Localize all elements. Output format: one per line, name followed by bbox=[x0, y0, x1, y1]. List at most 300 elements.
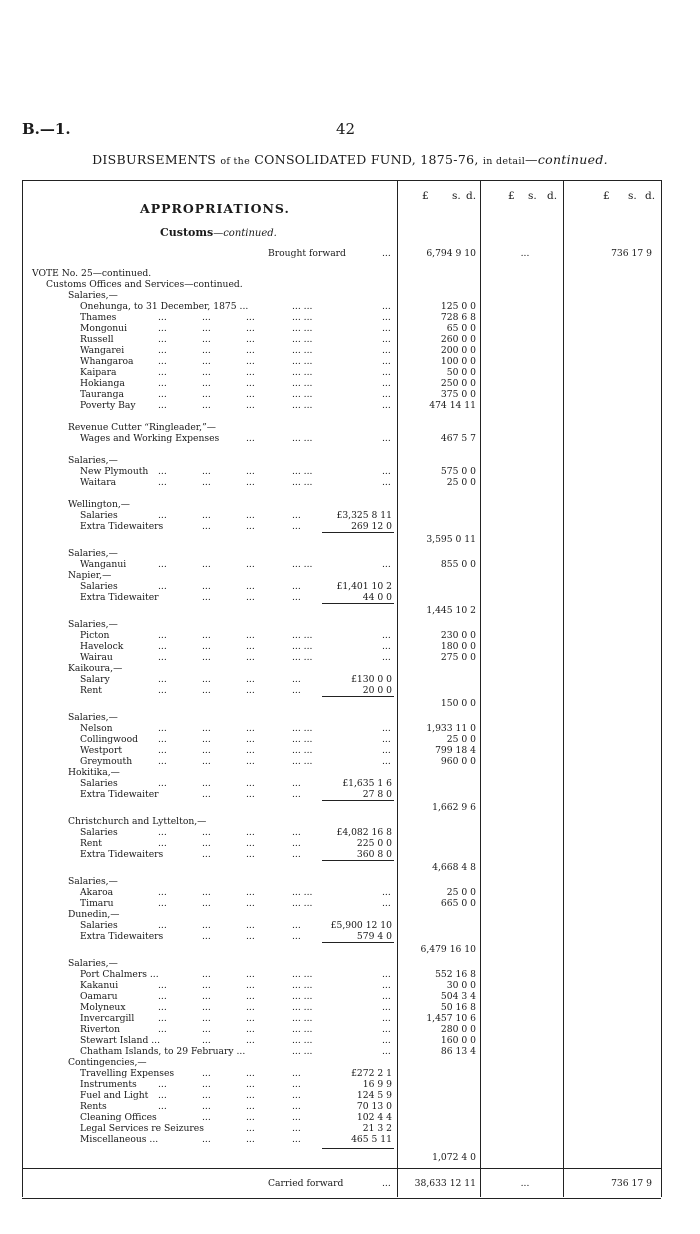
leader-dots: ... bbox=[158, 477, 167, 488]
table-row bbox=[0, 323, 700, 334]
leader-dots: ... bbox=[246, 581, 255, 592]
leader-dots: ... bbox=[292, 1101, 301, 1112]
amount: 25 0 0 bbox=[446, 477, 476, 488]
row-label: Havelock bbox=[80, 641, 124, 652]
leader-dots: ... bbox=[202, 898, 211, 909]
row-label: Rent bbox=[80, 838, 102, 849]
row-label: Salaries bbox=[80, 827, 118, 838]
table-row bbox=[0, 816, 700, 827]
title-in-detail: in detail bbox=[482, 156, 526, 167]
row-label: Extra Tidewaiter bbox=[80, 789, 159, 800]
leader-dots: ... bbox=[158, 734, 167, 745]
row-label: Contingencies,— bbox=[68, 1057, 147, 1068]
leader-dots: ... bbox=[158, 356, 167, 367]
leader-dots: ... bbox=[246, 920, 255, 931]
detail-amount: 225 0 0 bbox=[356, 838, 392, 849]
row-label: Revenue Cutter “Ringleader,”— bbox=[68, 422, 216, 433]
leader-dots: ... ... bbox=[292, 745, 313, 756]
table-row bbox=[0, 756, 700, 767]
table-row bbox=[0, 1002, 700, 1013]
amount: 200 0 0 bbox=[440, 345, 476, 356]
amount: 504 3 4 bbox=[440, 991, 476, 1002]
table-row bbox=[0, 652, 700, 663]
detail-amount: £1,401 10 2 bbox=[336, 581, 392, 592]
table-row bbox=[0, 466, 700, 477]
leader-dots: ... bbox=[202, 323, 211, 334]
amount: 230 0 0 bbox=[440, 630, 476, 641]
leader-dots: ... bbox=[158, 1002, 167, 1013]
page-number: 42 bbox=[336, 120, 356, 138]
leader-dots: ... bbox=[246, 778, 255, 789]
leader-dots: ... bbox=[202, 389, 211, 400]
leader-dots: ... ... bbox=[292, 312, 313, 323]
leader-dots: ... bbox=[202, 1101, 211, 1112]
leader-dots: ... bbox=[202, 838, 211, 849]
subtitle-continued: —continued. bbox=[213, 228, 277, 239]
leader-dots: ... bbox=[202, 991, 211, 1002]
table-row bbox=[0, 958, 700, 969]
row-label: Chatham Islands, to 29 February ... bbox=[80, 1046, 246, 1057]
row-label: Salaries bbox=[80, 581, 118, 592]
leader-dots: ... bbox=[158, 630, 167, 641]
title-of-the: of the bbox=[220, 156, 251, 167]
row-label: Wanganui bbox=[80, 559, 127, 570]
leader-dots: ... bbox=[202, 849, 211, 860]
detail-amount: 44 0 0 bbox=[362, 592, 392, 603]
leader-dots: ... bbox=[246, 312, 255, 323]
amount: 855 0 0 bbox=[440, 559, 476, 570]
leader-dots: ... bbox=[382, 345, 391, 356]
row-label: Extra Tidewaiter bbox=[80, 592, 159, 603]
leader-dots: ... bbox=[202, 356, 211, 367]
amount: 467 5 7 bbox=[440, 433, 476, 444]
leader-dots: ... ... bbox=[292, 466, 313, 477]
leader-dots: ... bbox=[202, 980, 211, 991]
leader-dots: ... bbox=[246, 980, 255, 991]
row-label: Legal Services re Seizures bbox=[80, 1123, 204, 1134]
leader-dots: ... bbox=[382, 356, 391, 367]
row-label: Russell bbox=[80, 334, 114, 345]
table-row bbox=[0, 334, 700, 345]
row-label: Hokianga bbox=[80, 378, 125, 389]
table-row bbox=[0, 422, 700, 433]
leader-dots: ... bbox=[382, 334, 391, 345]
detail-amount: 21 3 2 bbox=[362, 1123, 392, 1134]
table-row bbox=[0, 279, 700, 290]
row-label: Salaries,— bbox=[68, 958, 118, 969]
document-code: B.—1. bbox=[22, 120, 71, 138]
leader-dots: ... bbox=[246, 389, 255, 400]
leader-dots: ... bbox=[292, 685, 301, 696]
leader-dots: ... bbox=[382, 1046, 391, 1057]
leader-dots: ... bbox=[382, 898, 391, 909]
amount: 375 0 0 bbox=[440, 389, 476, 400]
leader-dots: ... bbox=[202, 378, 211, 389]
row-label: Mongonui bbox=[80, 323, 128, 334]
leader-dots: ... bbox=[202, 685, 211, 696]
row-label: Salary bbox=[80, 674, 110, 685]
row-label: Extra Tidewaiters bbox=[80, 521, 164, 532]
leader-dots: ... bbox=[246, 630, 255, 641]
amount: 100 0 0 bbox=[440, 356, 476, 367]
leader-dots: ... bbox=[158, 756, 167, 767]
leader-dots: ... bbox=[246, 477, 255, 488]
leader-dots: ... bbox=[158, 312, 167, 323]
leader-dots: ... bbox=[292, 789, 301, 800]
leader-dots: ... bbox=[158, 980, 167, 991]
table-row bbox=[0, 980, 700, 991]
leader-dots: ... bbox=[382, 980, 391, 991]
table-row bbox=[0, 455, 700, 466]
col2-d-header: d. bbox=[547, 190, 558, 202]
table-row bbox=[0, 909, 700, 920]
row-label: Wages and Working Expenses bbox=[80, 433, 220, 444]
leader-dots: ... ... bbox=[292, 389, 313, 400]
leader-dots: ... bbox=[246, 400, 255, 411]
subtotal-rule bbox=[322, 860, 394, 861]
leader-dots: ... bbox=[292, 838, 301, 849]
leader-dots: ... bbox=[292, 1068, 301, 1079]
leader-dots: ... bbox=[246, 898, 255, 909]
amount: 4,668 4 8 bbox=[432, 862, 476, 873]
table-row bbox=[0, 345, 700, 356]
leader-dots: ... bbox=[202, 652, 211, 663]
table-row bbox=[0, 1090, 700, 1101]
leader-dots: ... bbox=[292, 1134, 301, 1145]
leader-dots: ... bbox=[382, 630, 391, 641]
leader-dots: ... bbox=[202, 345, 211, 356]
amount: 1,933 11 0 bbox=[426, 723, 476, 734]
amount: 25 0 0 bbox=[446, 734, 476, 745]
table-row bbox=[0, 570, 700, 581]
leader-dots: ... bbox=[202, 969, 211, 980]
amount: 50 0 0 bbox=[446, 367, 476, 378]
table-row bbox=[0, 991, 700, 1002]
table-row bbox=[0, 663, 700, 674]
leader-dots: ... bbox=[292, 778, 301, 789]
amount: 160 0 0 bbox=[440, 1035, 476, 1046]
amount: 50 16 8 bbox=[440, 1002, 476, 1013]
leader-dots: ... bbox=[158, 400, 167, 411]
row-label: VOTE No. 25—continued. bbox=[32, 268, 152, 279]
leader-dots: ... ... bbox=[292, 1013, 313, 1024]
row-label: Stewart Island ... bbox=[80, 1035, 161, 1046]
leader-dots: ... bbox=[202, 756, 211, 767]
leader-dots: ... bbox=[382, 723, 391, 734]
leader-dots: ... bbox=[158, 1024, 167, 1035]
leader-dots: ... bbox=[202, 734, 211, 745]
brought-forward-col2: ... bbox=[520, 248, 530, 259]
leader-dots: ... bbox=[158, 827, 167, 838]
col3-d-header: d. bbox=[645, 190, 656, 202]
leader-dots: ... bbox=[158, 367, 167, 378]
leader-dots: ... bbox=[292, 931, 301, 942]
leader-dots: ... bbox=[202, 1035, 211, 1046]
carried-forward-col3: 736 17 9 bbox=[611, 1178, 652, 1189]
amount: 1,072 4 0 bbox=[432, 1152, 476, 1163]
table-row bbox=[0, 1057, 700, 1068]
leader-dots: ... bbox=[246, 827, 255, 838]
leader-dots: ... bbox=[202, 400, 211, 411]
table-row bbox=[0, 876, 700, 887]
leader-dots: ... bbox=[246, 1090, 255, 1101]
title-main: DISBURSEMENTS bbox=[92, 152, 217, 167]
table-row bbox=[0, 931, 700, 942]
row-label: Salaries,— bbox=[68, 619, 118, 630]
table-row bbox=[0, 1123, 700, 1134]
row-label: Salaries,— bbox=[68, 290, 118, 301]
leader-dots: ... bbox=[246, 592, 255, 603]
amount: 6,479 16 10 bbox=[420, 944, 476, 955]
amount: 280 0 0 bbox=[440, 1024, 476, 1035]
leader-dots: ... bbox=[246, 745, 255, 756]
table-row bbox=[0, 745, 700, 756]
row-label: Wairau bbox=[80, 652, 113, 663]
amount: 260 0 0 bbox=[440, 334, 476, 345]
table-row bbox=[0, 312, 700, 323]
leader-dots: ... bbox=[158, 920, 167, 931]
leader-dots: ... bbox=[202, 334, 211, 345]
leader-dots: ... bbox=[246, 367, 255, 378]
leader-dots: ... bbox=[202, 630, 211, 641]
row-label: Tauranga bbox=[80, 389, 124, 400]
table-row bbox=[0, 802, 700, 813]
leader-dots: ... bbox=[246, 849, 255, 860]
leader-dots: ... ... bbox=[292, 356, 313, 367]
leader-dots: ... bbox=[202, 521, 211, 532]
leader-dots: ... bbox=[246, 466, 255, 477]
subtitle-text: Customs bbox=[160, 226, 214, 239]
row-label: Waitara bbox=[80, 477, 117, 488]
leader-dots: ... bbox=[202, 641, 211, 652]
amount: 665 0 0 bbox=[440, 898, 476, 909]
table-row bbox=[0, 521, 700, 532]
leader-dots: ... bbox=[246, 1123, 255, 1134]
leader-dots: ... ... bbox=[292, 345, 313, 356]
page-title bbox=[0, 152, 700, 167]
leader-dots: ... bbox=[202, 312, 211, 323]
row-label: Picton bbox=[80, 630, 110, 641]
amount: 1,445 10 2 bbox=[426, 605, 476, 616]
table-row bbox=[0, 581, 700, 592]
leader-dots: ... bbox=[158, 898, 167, 909]
title-fund: CONSOLIDATED FUND, 1875-76, bbox=[254, 152, 479, 167]
leader-dots: ... bbox=[246, 969, 255, 980]
leader-dots: ... bbox=[246, 1024, 255, 1035]
leader-dots: ... bbox=[292, 510, 301, 521]
table-row bbox=[0, 862, 700, 873]
amount: 552 16 8 bbox=[435, 969, 476, 980]
table-row bbox=[0, 1079, 700, 1090]
row-label: Salaries bbox=[80, 778, 118, 789]
amount: 250 0 0 bbox=[440, 378, 476, 389]
table-row bbox=[0, 510, 700, 521]
table-row bbox=[0, 734, 700, 745]
table-row bbox=[0, 378, 700, 389]
subtotal-rule bbox=[322, 800, 394, 801]
row-label: Oamaru bbox=[80, 991, 118, 1002]
brought-forward-dots: ... bbox=[382, 248, 391, 259]
row-label: Thames bbox=[80, 312, 117, 323]
row-label: Westport bbox=[80, 745, 123, 756]
leader-dots: ... bbox=[158, 378, 167, 389]
col2-s-header: s. bbox=[528, 190, 537, 202]
detail-amount: 16 9 9 bbox=[362, 1079, 392, 1090]
leader-dots: ... bbox=[202, 920, 211, 931]
row-label: Hokitika,— bbox=[68, 767, 120, 778]
leader-dots: ... bbox=[202, 931, 211, 942]
leader-dots: ... ... bbox=[292, 400, 313, 411]
amount: 25 0 0 bbox=[446, 887, 476, 898]
brought-forward-col3: 736 17 9 bbox=[611, 248, 652, 259]
table-row bbox=[0, 641, 700, 652]
row-label: Wellington,— bbox=[68, 499, 130, 510]
detail-amount: £1,635 1 6 bbox=[342, 778, 392, 789]
table-row bbox=[0, 887, 700, 898]
leader-dots: ... bbox=[158, 723, 167, 734]
row-label: Poverty Bay bbox=[80, 400, 136, 411]
row-label: Fuel and Light bbox=[80, 1090, 149, 1101]
leader-dots: ... ... bbox=[292, 652, 313, 663]
amount: 799 18 4 bbox=[435, 745, 476, 756]
leader-dots: ... bbox=[382, 991, 391, 1002]
leader-dots: ... bbox=[382, 745, 391, 756]
detail-amount: 579 4 0 bbox=[356, 931, 392, 942]
leader-dots: ... bbox=[382, 887, 391, 898]
leader-dots: ... bbox=[158, 778, 167, 789]
leader-dots: ... bbox=[382, 400, 391, 411]
leader-dots: ... bbox=[158, 345, 167, 356]
row-label: Greymouth bbox=[80, 756, 133, 767]
table-row bbox=[0, 534, 700, 545]
leader-dots: ... bbox=[246, 756, 255, 767]
table-row bbox=[0, 1112, 700, 1123]
leader-dots: ... bbox=[382, 323, 391, 334]
leader-dots: ... bbox=[292, 1090, 301, 1101]
leader-dots: ... bbox=[292, 581, 301, 592]
leader-dots: ... ... bbox=[292, 980, 313, 991]
carried-forward-dots: ... bbox=[382, 1178, 391, 1189]
table-row bbox=[0, 290, 700, 301]
table-row bbox=[0, 920, 700, 931]
detail-amount: 269 12 0 bbox=[351, 521, 392, 532]
leader-dots: ... bbox=[158, 1013, 167, 1024]
leader-dots: ... ... bbox=[292, 756, 313, 767]
row-label: Molyneux bbox=[80, 1002, 126, 1013]
table-row bbox=[0, 433, 700, 444]
leader-dots: ... bbox=[382, 1002, 391, 1013]
row-label: Extra Tidewaiters bbox=[80, 849, 164, 860]
carried-forward-col1: 38,633 12 11 bbox=[414, 1178, 476, 1189]
table-row bbox=[0, 712, 700, 723]
table-row bbox=[0, 723, 700, 734]
row-label: Miscellaneous ... bbox=[80, 1134, 159, 1145]
leader-dots: ... bbox=[382, 389, 391, 400]
leader-dots: ... bbox=[246, 991, 255, 1002]
detail-amount: 27 8 0 bbox=[362, 789, 392, 800]
leader-dots: ... bbox=[202, 674, 211, 685]
table-row bbox=[0, 605, 700, 616]
amount: 1,457 10 6 bbox=[426, 1013, 476, 1024]
table-row bbox=[0, 698, 700, 709]
leader-dots: ... bbox=[382, 756, 391, 767]
row-label: Dunedin,— bbox=[68, 909, 120, 920]
amount: 1,662 9 6 bbox=[432, 802, 476, 813]
detail-amount: £4,082 16 8 bbox=[336, 827, 392, 838]
leader-dots: ... bbox=[246, 1134, 255, 1145]
leader-dots: ... bbox=[382, 1013, 391, 1024]
title-continued: —continued. bbox=[525, 152, 608, 167]
row-label: Salaries bbox=[80, 510, 118, 521]
row-label: Salaries,— bbox=[68, 548, 118, 559]
leader-dots: ... bbox=[246, 378, 255, 389]
detail-amount: 102 4 4 bbox=[356, 1112, 392, 1123]
leader-dots: ... bbox=[202, 466, 211, 477]
leader-dots: ... ... bbox=[292, 1002, 313, 1013]
leader-dots: ... ... bbox=[292, 1046, 313, 1057]
table-row bbox=[0, 268, 700, 279]
leader-dots: ... bbox=[382, 477, 391, 488]
row-label: Collingwood bbox=[80, 734, 138, 745]
leader-dots: ... bbox=[382, 367, 391, 378]
table-row bbox=[0, 619, 700, 630]
leader-dots: ... ... bbox=[292, 723, 313, 734]
row-label: Christchurch and Lyttelton,— bbox=[68, 816, 207, 827]
leader-dots: ... bbox=[158, 1079, 167, 1090]
section-subtitle bbox=[160, 226, 277, 239]
leader-dots: ... bbox=[246, 931, 255, 942]
table-row bbox=[0, 389, 700, 400]
leader-dots: ... ... bbox=[292, 969, 313, 980]
detail-amount: £5,900 12 10 bbox=[330, 920, 392, 931]
leader-dots: ... bbox=[246, 334, 255, 345]
table-row bbox=[0, 778, 700, 789]
leader-dots: ... bbox=[292, 592, 301, 603]
leader-dots: ... ... bbox=[292, 477, 313, 488]
row-label: Kaikoura,— bbox=[68, 663, 123, 674]
table-row bbox=[0, 685, 700, 696]
leader-dots: ... bbox=[158, 674, 167, 685]
amount: 728 6 8 bbox=[440, 312, 476, 323]
table-row bbox=[0, 477, 700, 488]
subtotal-rule bbox=[322, 532, 394, 533]
leader-dots: ... bbox=[158, 389, 167, 400]
leader-dots: ... bbox=[202, 789, 211, 800]
detail-amount: 360 8 0 bbox=[356, 849, 392, 860]
row-label: Napier,— bbox=[68, 570, 112, 581]
leader-dots: ... bbox=[158, 887, 167, 898]
col1-pound-header: £ bbox=[422, 190, 429, 202]
subtotal-rule bbox=[322, 603, 394, 604]
leader-dots: ... ... bbox=[292, 367, 313, 378]
table-row bbox=[0, 1024, 700, 1035]
amount: 474 14 11 bbox=[429, 400, 476, 411]
col3-s-header: s. bbox=[628, 190, 637, 202]
table-row bbox=[0, 898, 700, 909]
leader-dots: ... bbox=[202, 1112, 211, 1123]
table-row bbox=[0, 1035, 700, 1046]
row-label: Riverton bbox=[80, 1024, 121, 1035]
amount: 86 13 4 bbox=[440, 1046, 476, 1057]
table-row bbox=[0, 1101, 700, 1112]
row-label: Instruments bbox=[80, 1079, 137, 1090]
amount: 30 0 0 bbox=[446, 980, 476, 991]
leader-dots: ... bbox=[292, 674, 301, 685]
leader-dots: ... bbox=[202, 367, 211, 378]
leader-dots: ... ... bbox=[292, 378, 313, 389]
leader-dots: ... bbox=[382, 466, 391, 477]
row-label: Timaru bbox=[80, 898, 114, 909]
